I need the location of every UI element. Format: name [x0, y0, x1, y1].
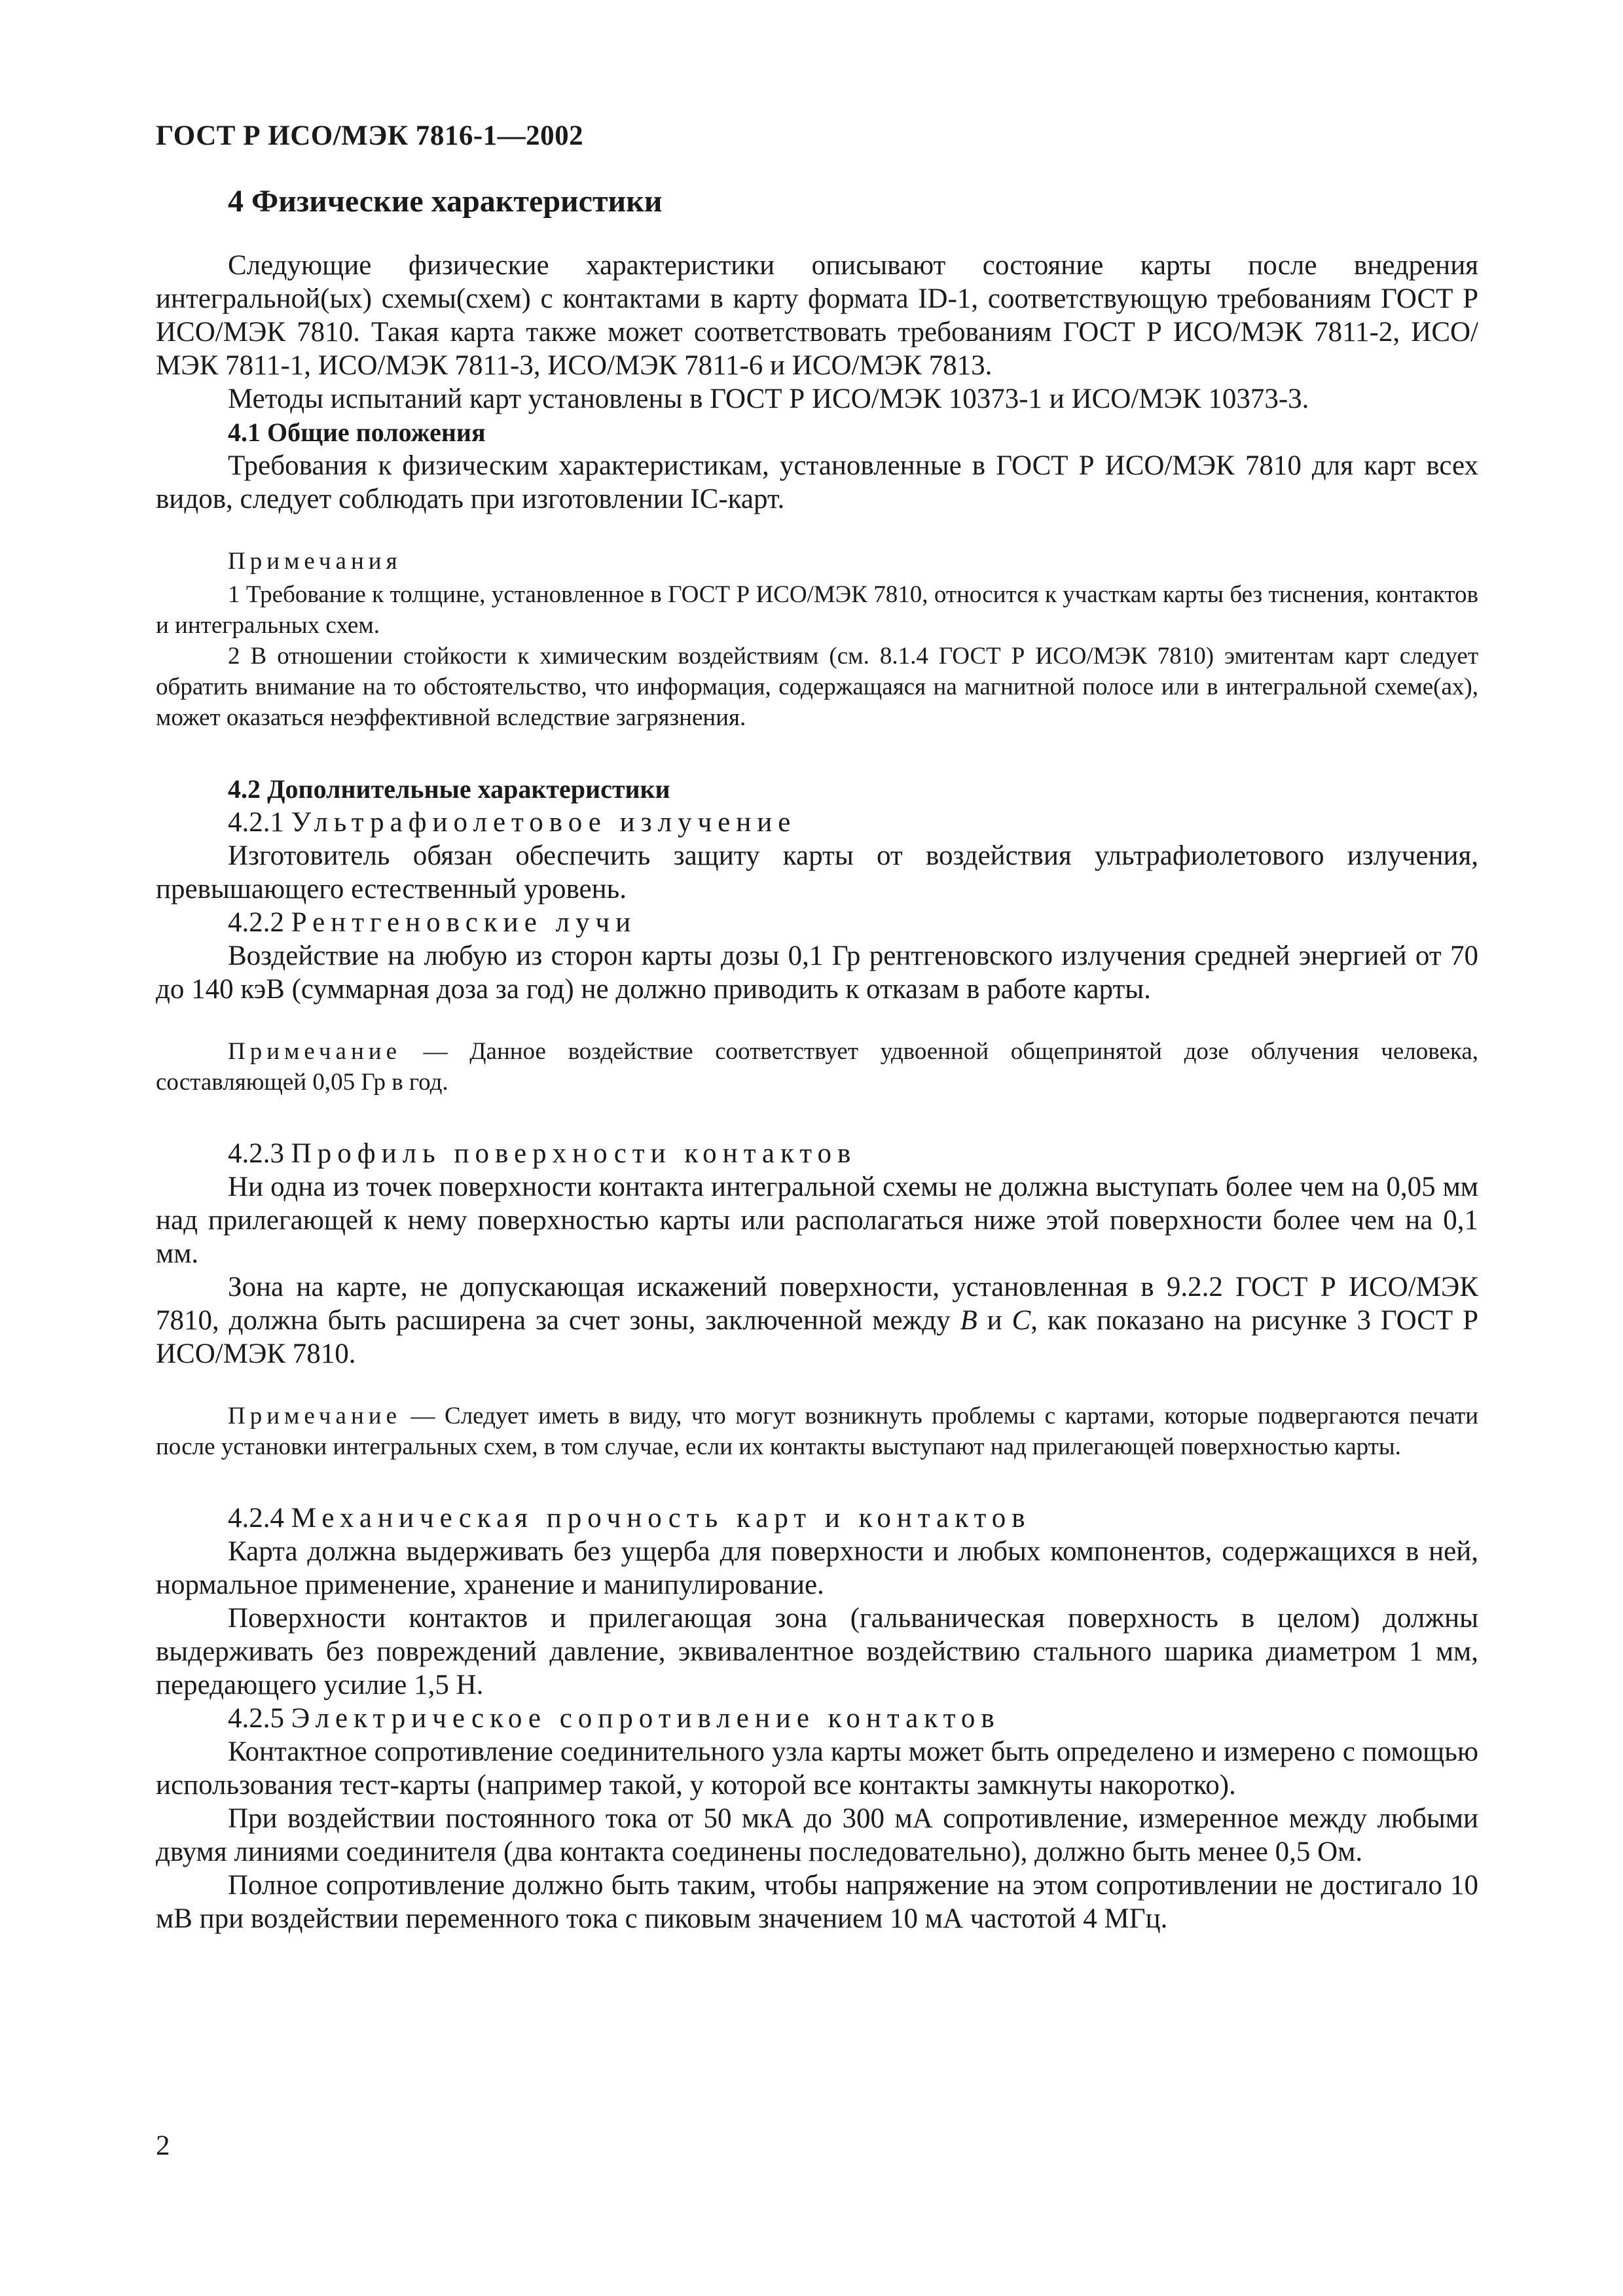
test-methods-paragraph: Методы испытаний карт установлены в ГОСТ Р ИСО/МЭК 10373-1 и ИСО/МЭК 10373-3.	[228, 384, 1309, 414]
clause-number: 4.2.5	[228, 1703, 284, 1734]
subsection-4-1-title: 4.1 Общие положения	[228, 418, 486, 447]
document-page	[156, 117, 1478, 1935]
text-part: , как показано на рисунке 3 ГОСТ Р ИСО/МЭК 7810.	[156, 1305, 1478, 1369]
subsection-4-1-text: Требования к физическим характеристикам, установленные в ГОСТ Р ИСО/МЭК 7810 для карт всех видов, следует соблюдать при изготовлении IC-карт.	[156, 450, 1478, 514]
clause-4-2-5-text-1: Контактное сопротивление соединительного узла карты может быть определено и измерено с помощью использования тест-карты (например такой, у которой все контакты замкнуты накоротко).	[156, 1736, 1478, 1801]
note-block-4-2-3	[156, 1401, 1478, 1462]
clause-heading: Ультрафиолетовое излучение	[291, 807, 797, 838]
clause-4-2-4-text-1: Карта должна выдерживать без ущерба для поверхности и любых компонентов, содержащихся в ней, нормальное применение, хранение и манипулирование.	[156, 1536, 1478, 1600]
section-title: 4 Физические характеристики	[228, 184, 663, 219]
clause-number: 4.2.3	[228, 1138, 284, 1169]
clause-4-2-5-text-2: При воздействии постоянного тока от 50 мкА до 300 мА сопротивление, измеренное между любыми двумя линиями соединителя (два контакта соединены последовательно), должно быть менее 0,5 Ом.	[156, 1803, 1478, 1867]
note-text: — Данное воздействие соответствует удвоенной общепринятой дозе облучения человека, составляющей 0,05 Гр в год.	[156, 1038, 1478, 1096]
document-code-header: ГОСТ Р ИСО/МЭК 7816-1—2002	[156, 120, 584, 151]
zone-c-label: C	[1012, 1305, 1031, 1336]
note-text: — Следует иметь в виду, что могут возникнуть проблемы с картами, которые подвергаются печати после установки интегральных схем, в том случае, если их контакты выступают над прилегающей поверхностью карты.	[156, 1403, 1478, 1460]
clause-4-2-2-text: Воздействие на любую из сторон карты дозы 0,1 Гр рентгеновского излучения средней энергией от 70 до 140 кэВ (суммарная доза за год) не должно приводить к отказам в работе карты.	[156, 941, 1478, 1005]
clause-4-2-3-text-1: Ни одна из точек поверхности контакта интегральной схемы не должна выступать более чем на 0,05 мм над прилегающей к нему поверхностью карты или располагаться ниже этой поверхности более чем на 0,1 мм.	[156, 1172, 1478, 1269]
clause-4-2-1-title	[228, 806, 1478, 839]
clause-4-2-4-title	[228, 1501, 1478, 1535]
notes-block-4-1	[156, 546, 1478, 733]
clause-heading: Профиль поверхности контактов	[291, 1138, 857, 1169]
clause-4-2-3-title	[228, 1137, 1478, 1170]
clause-4-2-5-title	[228, 1702, 1478, 1735]
note-1: 1 Требование к толщине, установленное в ГОСТ Р ИСО/МЭК 7810, относится к участкам карты без тиснения, контактов и интегральных схем.	[156, 581, 1478, 639]
clause-4-2-5-text-3: Полное сопротивление должно быть таким, чтобы напряжение на этом сопротивлении не достигало 10 мВ при воздействии переменного тока с пиковым значением 10 мА частотой 4 МГц.	[156, 1870, 1478, 1934]
clause-number: 4.2.1	[228, 807, 284, 838]
clause-4-2-2-title	[228, 906, 1478, 939]
clause-4-2-4-text-2: Поверхности контактов и прилегающая зона (гальваническая поверхность в целом) должны выдерживать без повреждений давление, эквивалентное воздействию стального шарика диаметром 1 мм, передающего усилие 1,5 Н.	[156, 1603, 1478, 1700]
section-intro-paragraph: Следующие физические характеристики описывают состояние карты после внедрения интегральной(ых) схемы(схем) с контактами в карту формата ID-1, соответствующую требованиям ГОСТ Р ИСО/МЭК 7810. Такая карта также может соответствовать требованиям ГОСТ Р ИСО/МЭК 7811-2, ИСО/МЭК 7811-1, ИСО/МЭК 7811-3, ИСО/МЭК 7811-6 и ИСО/МЭК 7813.	[156, 250, 1478, 381]
clause-number: 4.2.2	[228, 907, 284, 938]
clause-heading: Рентгеновские лучи	[291, 907, 637, 938]
clause-4-2-3-text-2	[156, 1270, 1478, 1371]
subsection-4-2-title: 4.2 Дополнительные характеристики	[228, 774, 670, 804]
clause-heading: Механическая прочность карт и контактов	[291, 1503, 1031, 1534]
clause-number: 4.2.4	[228, 1503, 284, 1534]
zone-b-label: B	[960, 1305, 977, 1336]
page-number: 2	[156, 2130, 170, 2161]
clause-4-2-1-text: Изготовитель обязан обеспечить защиту карты от воздействия ультрафиолетового излучения, превышающего естественный уровень.	[156, 840, 1478, 905]
note-4-2-2	[156, 1036, 1478, 1098]
note-block-4-2-2	[156, 1036, 1478, 1098]
note-lead: Примечание	[228, 1403, 401, 1429]
text-part: Зона на карте, не допускающая искажений поверхности, установленная в 9.2.2 ГОСТ Р ИСО/МЭК 7810, должна быть расширена за счет зоны, заключенной между	[156, 1272, 1478, 1336]
note-2: 2 В отношении стойкости к химическим воздействиям (см. 8.1.4 ГОСТ Р ИСО/МЭК 7810) эмитентам карт следует обратить внимание на то обстоятельство, что информация, содержащаяся на магнитной полосе или в интегральной схеме(ах), может оказаться неэффективной вследствие загрязнения.	[156, 643, 1478, 731]
note-lead: Примечание	[228, 1038, 401, 1065]
clause-heading: Электрическое сопротивление контактов	[291, 1703, 1000, 1734]
text-part: и	[977, 1305, 1012, 1336]
notes-heading: Примечания	[228, 548, 402, 575]
note-4-2-3	[156, 1401, 1478, 1462]
